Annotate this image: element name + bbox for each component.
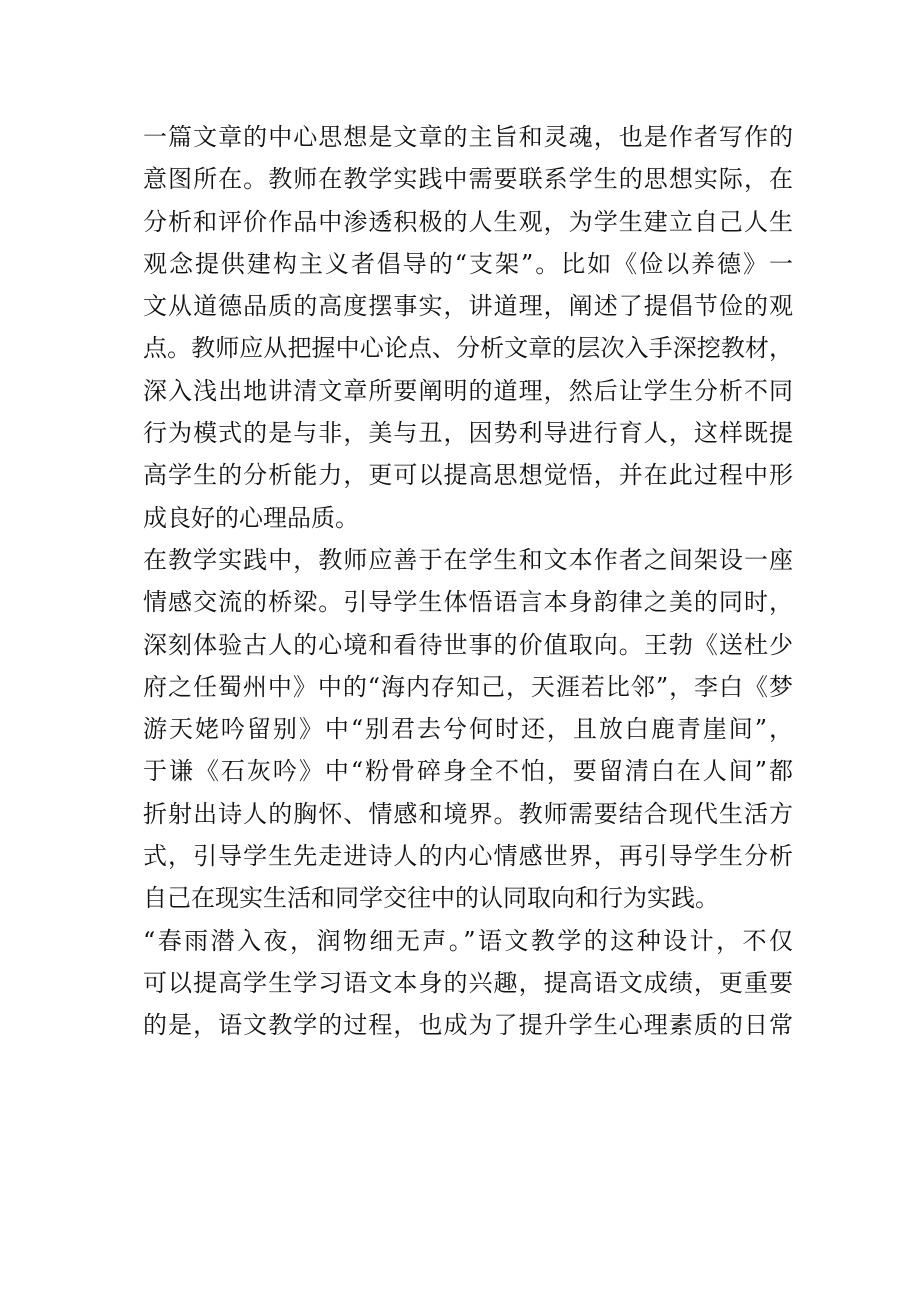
text-line: “春雨潜入夜，润物细无声。”语文教学的这种设计，不仅 xyxy=(143,926,793,955)
text-line: 行为模式的是与非，美与丑，因势利导进行育人，这样既提 xyxy=(143,419,793,448)
text-line: 深入浅出地讲清文章所要阐明的道理，然后让学生分析不同 xyxy=(143,376,793,405)
text-line: 自己在现实生活和同学交往中的认同取向和行为实践。 xyxy=(143,884,719,913)
text-line: 文从道德品质的高度摆事实，讲道理，阐述了提倡节俭的观 xyxy=(143,292,793,321)
text-line: 高学生的分析能力，更可以提高思想觉悟，并在此过程中形 xyxy=(143,461,793,490)
text-line: 深刻体验古人的心境和看待世事的价值取向。王勃《送杜少 xyxy=(143,630,793,659)
paragraph-2 xyxy=(143,539,793,920)
text-line: 情感交流的桥梁。引导学生体悟语言本身韵律之美的同时， xyxy=(143,588,793,617)
text-line: 的是，语文教学的过程，也成为了提升学生心理素质的日常 xyxy=(143,1011,793,1040)
text-line: 成良好的心理品质。 xyxy=(143,503,359,532)
text-line: 分析和评价作品中渗透积极的人生观，为学生建立自己人生 xyxy=(143,207,793,236)
text-line: 式，引导学生先走进诗人的内心情感世界，再引导学生分析 xyxy=(143,842,793,871)
text-line: 游天姥吟留别》中“别君去兮何时还，且放白鹿青崖间”， xyxy=(143,715,793,744)
text-line: 折射出诗人的胸怀、情感和境界。教师需要结合现代生活方 xyxy=(143,799,793,828)
text-line: 在教学实践中，教师应善于在学生和文本作者之间架设一座 xyxy=(143,545,793,574)
text-line: 府之任蜀州中》中的“海内存知己，天涯若比邻”，李白《梦 xyxy=(143,672,793,701)
text-line: 点。教师应从把握中心论点、分析文章的层次入手深挖教材， xyxy=(143,334,793,363)
document-page xyxy=(143,116,793,1047)
text-line: 观念提供建构主义者倡导的“支架”。比如《俭以养德》一 xyxy=(143,249,793,278)
text-line: 可以提高学生学习语文本身的兴趣，提高语文成绩，更重要 xyxy=(143,968,793,997)
paragraph-3 xyxy=(143,920,793,1047)
paragraph-1 xyxy=(143,116,793,539)
text-line: 一篇文章的中心思想是文章的主旨和灵魂，也是作者写作的 xyxy=(143,123,793,151)
text-line: 意图所在。教师在教学实践中需要联系学生的思想实际，在 xyxy=(143,165,793,194)
text-line: 于谦《石灰吟》中“粉骨碎身全不怕，要留清白在人间”都 xyxy=(143,757,793,786)
